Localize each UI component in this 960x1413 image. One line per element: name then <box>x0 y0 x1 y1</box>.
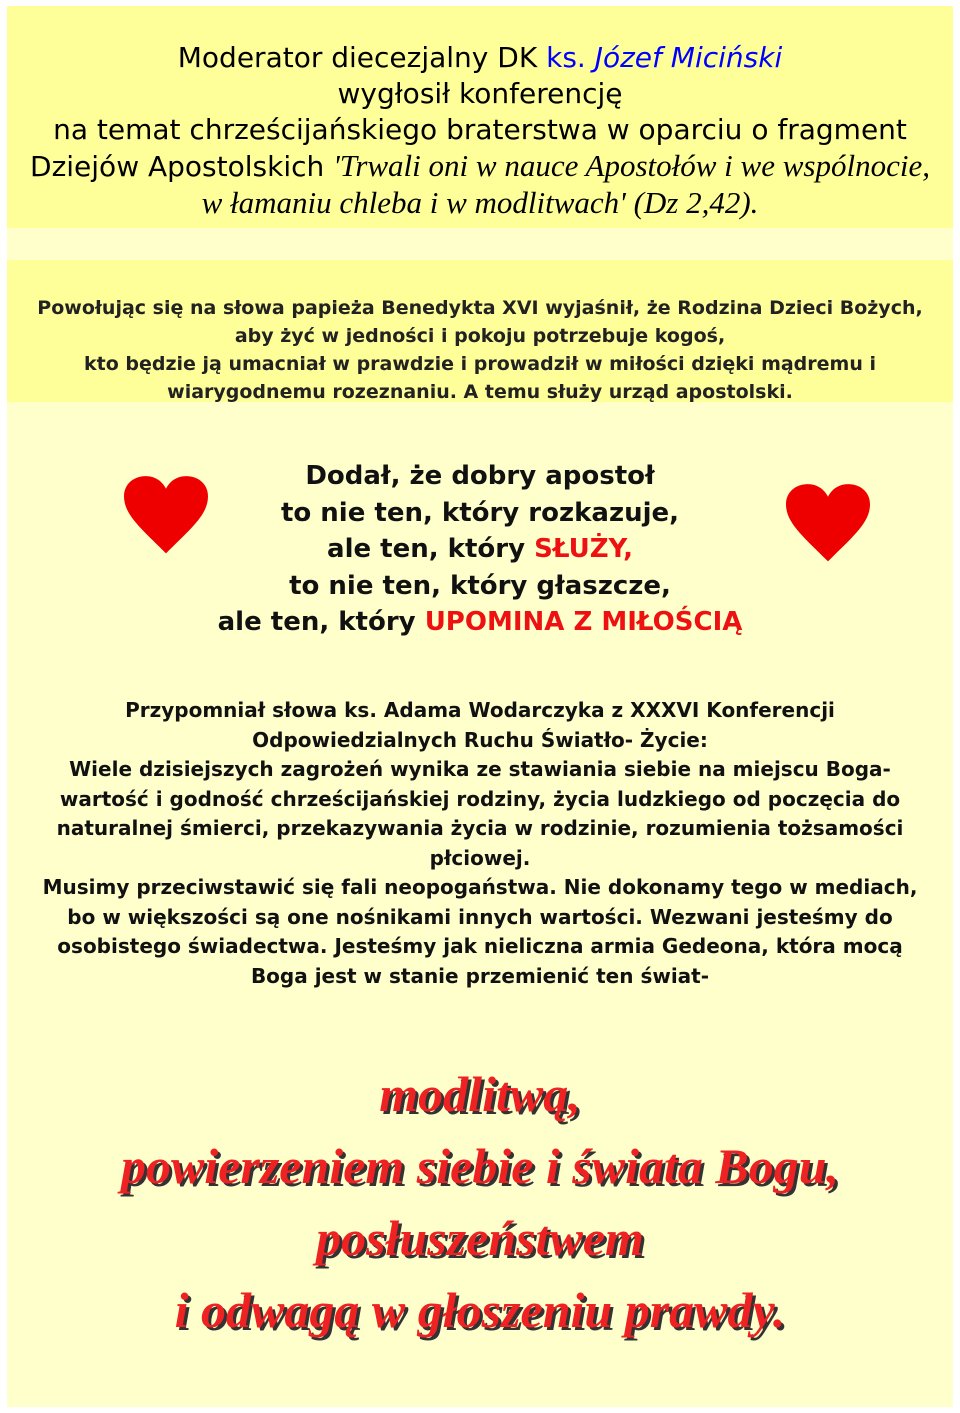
quote-line: Wiele dzisiejszych zagrożeń wynika ze stawiania siebie na miejscu Boga- <box>69 757 891 781</box>
apostle-line: to nie ten, który rozkazuje, <box>280 497 680 528</box>
quote-paragraph <box>7 696 953 991</box>
quote-line: Musimy przeciwstawić się fali neopogaństwa. Nie dokonamy tego w mediach, <box>42 875 918 899</box>
apostle-emphasis: UPOMINA Z MIŁOŚCIĄ <box>424 607 743 637</box>
header-quote: 'Trwali oni w nauce Apostołów i we wspólnocie, <box>333 148 930 183</box>
header-speaker-name: Józef Miciński <box>594 41 783 74</box>
quote-line: Przypomniał słowa ks. Adama Wodarczyka z XXXVI Konferencji <box>125 698 835 722</box>
apostle-text: ale ten, który <box>217 607 425 637</box>
quote-line: wartość i godność chrześcijańskiej rodziny, życia ludzkiego od poczęcia do <box>59 786 901 811</box>
header-line-5: w łamaniu chleba i w modlitwach' (Dz 2,42). <box>201 185 759 220</box>
intro-line: aby żyć w jedności i pokoju potrzebuje kogoś, <box>234 325 726 347</box>
header-line-2: wygłosił konferencję <box>337 77 623 110</box>
intro-line: wiarygodnemu rozeznaniu. A temu służy urząd apostolski. <box>167 381 793 403</box>
intro-line: kto będzie ją umacniał w prawdzie i prowadził w miłości dzięki mądremu i <box>83 353 876 375</box>
closing-line: posłuszeństwem <box>316 1210 644 1266</box>
closing-line: modlitwą, <box>379 1066 581 1122</box>
quote-line: bo w większości są one nośnikami innych wartości. Wezwani jesteśmy do <box>67 904 893 929</box>
quote-line: Odpowiedzialnych Ruchu Światło- Życie: <box>252 727 708 752</box>
closing-line: i odwagą w głoszeniu prawdy. <box>174 1282 786 1338</box>
apostle-line: to nie ten, który głaszcze, <box>289 570 671 601</box>
header-text: Moderator diecezjalny DK <box>177 41 547 74</box>
separator-band <box>7 228 953 260</box>
intro-line: Powołując się na słowa papieża Benedykta XVI wyjaśnił, że Rodzina Dzieci Bożych, <box>37 297 923 319</box>
apostle-emphasis: SŁUŻY, <box>534 534 633 564</box>
apostle-line <box>7 531 953 568</box>
header-text: Dziejów Apostolskich <box>30 150 334 183</box>
page-header <box>7 40 953 221</box>
apostle-line <box>7 604 953 641</box>
quote-line: naturalnej śmierci, przekazywania życia w rodzinie, rozumienia tożsamości <box>56 816 904 840</box>
apostle-statement <box>7 458 953 641</box>
header-line-3: na temat chrześcijańskiego braterstwa w oparciu o fragment <box>53 113 907 146</box>
intro-paragraph <box>7 294 953 406</box>
quote-line: osobistego świadectwa. Jesteśmy jak nieliczna armia Gedeona, która mocą <box>57 934 903 958</box>
apostle-text: ale ten, który <box>327 534 535 564</box>
header-title-prefix: ks. <box>546 41 595 74</box>
quote-line: płciowej. <box>429 845 531 870</box>
closing-statement <box>7 1058 953 1346</box>
apostle-line: Dodał, że dobry apostoł <box>305 461 655 491</box>
header-line-1 <box>7 40 953 76</box>
header-line-4 <box>7 148 953 185</box>
closing-line: powierzeniem siebie i świata Bogu, <box>120 1138 840 1194</box>
quote-line: Boga jest w stanie przemienić ten świat- <box>250 963 710 988</box>
